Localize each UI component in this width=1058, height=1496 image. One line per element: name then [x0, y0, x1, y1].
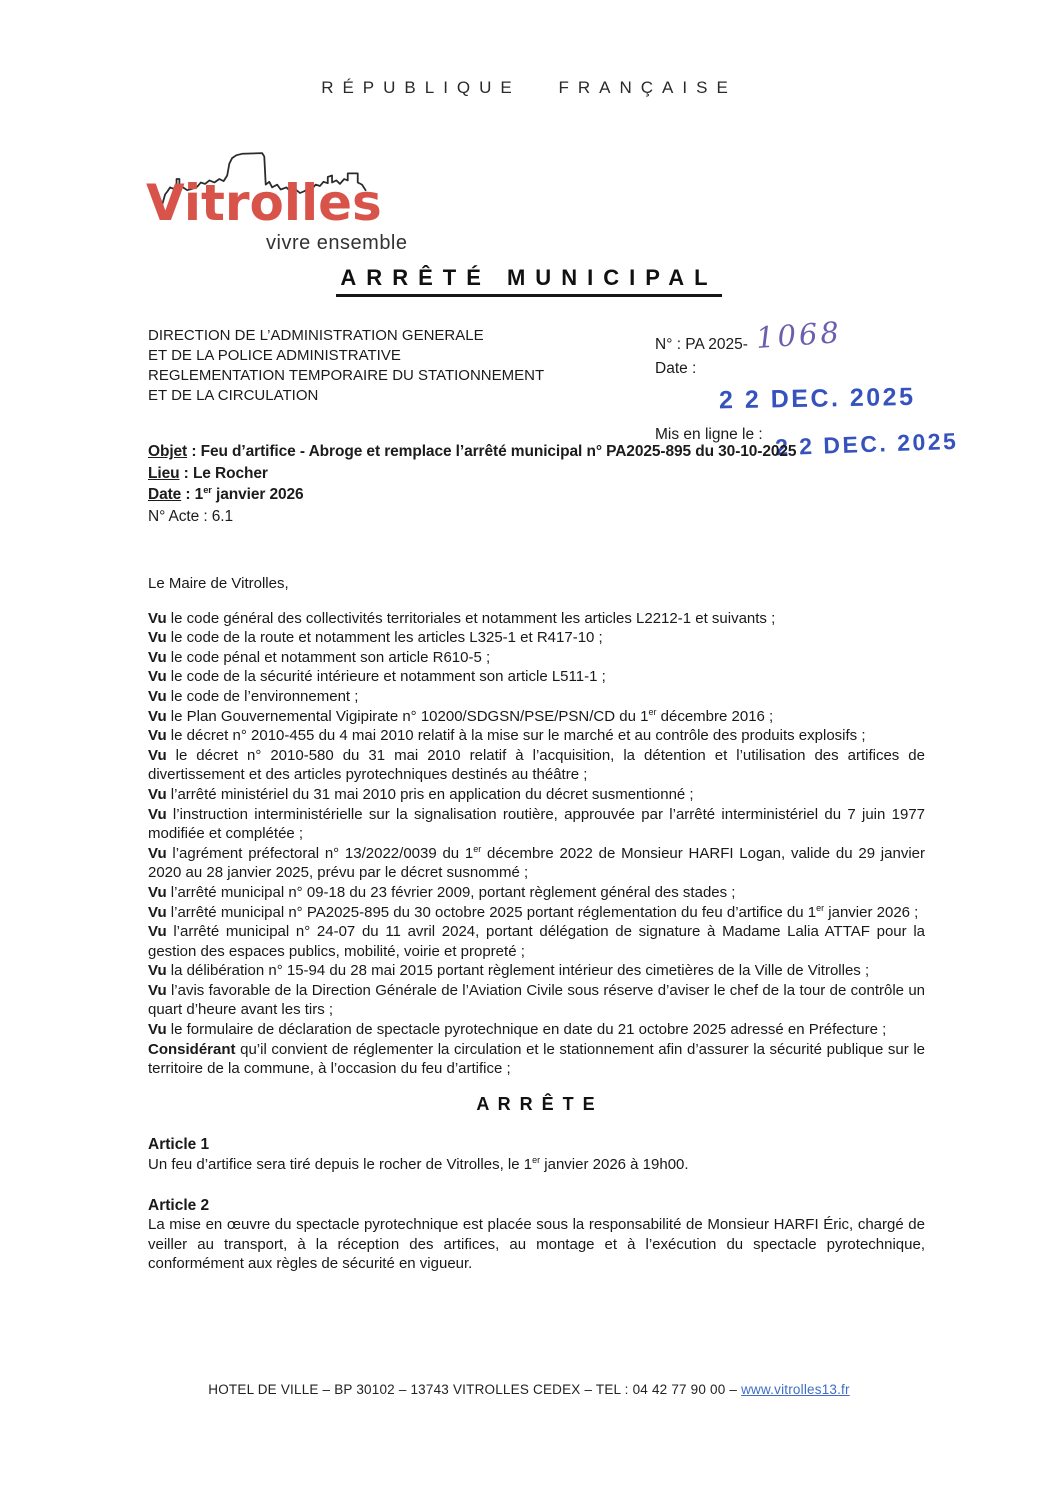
article-title: Article 2 — [148, 1196, 210, 1214]
document-body — [148, 574, 925, 1274]
reference-meta-block — [655, 315, 985, 461]
department-line: DIRECTION DE L’ADMINISTRATION GENERALE — [148, 327, 484, 344]
online-date-stamp: 2 2 DEC. 2025 — [774, 427, 959, 461]
vu-clause: Vu le code général des collectivités territoriales et notamment les articles L2212-1 et suivants ; — [148, 609, 776, 627]
vu-clause: Vu la délibération n° 15-94 du 28 mai 2015 portant règlement intérieur des cimetières de la Ville de Vitrolles ; — [148, 962, 870, 980]
vu-clause: Vu le décret n° 2010-580 du 31 mai 2010 relatif à l’acquisition, la détention et l’utilisation des artifices de divertissement et des articles pyrotechniques destinés au théâtre ; — [148, 746, 925, 784]
issuing-department-block — [148, 326, 658, 406]
department-line: ET DE LA CIRCULATION — [148, 387, 319, 404]
article-text: Un feu d’artifice sera tiré depuis le rocher de Vitrolles, le 1er janvier 2026 à 19h00. — [148, 1155, 689, 1174]
vu-clause: Vu le code de la route et notamment les articles L325-1 et R417-10 ; — [148, 629, 603, 647]
article-title: Article 1 — [148, 1136, 210, 1154]
lieu-label: Lieu — [148, 464, 180, 482]
vu-clause: Vu le Plan Gouvernemental Vigipirate n° 10200/SDGSN/PSE/PSN/CD du 1er décembre 2016 ; — [148, 706, 774, 725]
article-text: La mise en œuvre du spectacle pyrotechnique est placée sous la responsabilité de Monsieur HARFI Éric, chargé de veiller au transport, à la réception des artifices, au montage et à l’exécution du spectacle pyrotechnique, conformément aux règles de sécurité en vigueur. — [148, 1216, 925, 1273]
date-row-value: : 1er janvier 2026 — [181, 484, 304, 503]
acte-row: N° Acte : 6.1 — [148, 507, 234, 525]
vu-clause: Vu le code de la sécurité intérieure et notamment son article L511-1 ; — [148, 668, 606, 686]
objet-value: : Feu d’artifice - Abroge et remplace l’arrêté municipal n° PA2025-895 du 30-10-2025 — [187, 443, 797, 460]
vu-clause: Vu l’avis favorable de la Direction Générale de l’Aviation Civile sous réserve d’aviser le chef de la tour de contrôle un quart d’heure avant les tirs ; — [148, 981, 926, 1019]
date-received-stamp: 2 2 DEC. 2025 — [718, 382, 916, 415]
document-title: ARRÊTÉ MUNICIPAL — [0, 256, 1058, 297]
footer — [0, 1382, 1058, 1397]
vu-clause: Vu le code de l’environnement ; — [148, 687, 359, 705]
lieu-row — [148, 463, 933, 485]
vu-clause: Vu l’arrêté municipal n° PA2025-895 du 30 octobre 2025 portant réglementation du feu d’artifice du 1er janvier 2026 ; — [148, 902, 919, 921]
intro-line: Le Maire de Vitrolles, — [148, 575, 289, 592]
vu-clause: Vu l’agrément préfectoral n° 13/2022/0039 du 1er décembre 2022 de Monsieur HARFI Logan, valide du 29 janvier 2020 au 28 janvier 2025, prévu par le décret susnommé ; — [148, 843, 925, 882]
vu-clause: Vu l’arrêté municipal n° 24-07 du 11 avril 2024, portant délégation de signature à Madame Lalia ATTAF pour la gestion des espaces publics, mobilité, voirie et propreté ; — [148, 923, 925, 960]
objet-label: Objet — [148, 443, 188, 460]
subject-block — [148, 441, 933, 527]
footer-text: HOTEL DE VILLE – BP 30102 – 13743 VITROLLES CEDEX – TEL : 04 42 77 90 00 – — [208, 1382, 742, 1397]
date-label: Date : — [655, 360, 697, 377]
department-line: REGLEMENTATION TEMPORAIRE DU STATIONNEMENT — [148, 367, 545, 384]
vu-clause: Vu le code pénal et notamment son article R610-5 ; — [148, 648, 491, 666]
logo-tagline: vivre ensemble — [266, 232, 408, 254]
vu-clause: Vu l’arrêté municipal n° 09-18 du 23 février 2009, portant règlement général des stades ; — [148, 883, 736, 901]
numero-line — [655, 315, 985, 356]
department-line: ET DE LA POLICE ADMINISTRATIVE — [148, 347, 401, 364]
considerant-clause: Considérant qu’il convient de réglementer la circulation et le stationnement afin d’assurer la sécurité publique sur le territoire de la commune, à l’occasion du feu d’artifice ; — [148, 1040, 925, 1078]
clauses-list — [148, 609, 925, 1079]
objet-row — [148, 441, 933, 463]
vu-clause: Vu le formulaire de déclaration de spectacle pyrotechnique en date du 21 octobre 2025 adressé en Préfecture ; — [148, 1021, 887, 1039]
arrete-heading: A R R Ê T E — [476, 1093, 597, 1114]
logo-brand-text: Vitrolles — [146, 174, 382, 232]
vu-clause: Vu le décret n° 2010-455 du 4 mai 2010 relatif à la mise sur le marché et au contrôle des produits explosifs ; — [148, 727, 866, 745]
lieu-value: : Le Rocher — [179, 464, 268, 482]
articles-list — [148, 1135, 925, 1274]
online-label: Mis en ligne le : — [655, 426, 763, 443]
date-row — [148, 484, 933, 506]
numero-handwritten-value: 1068 — [754, 315, 843, 355]
vitrolles-logo — [146, 144, 436, 260]
vu-clause: Vu l’instruction interministérielle sur la signalisation routière, approuvée par l’arrêté interministériel du 7 juin 1977 modifiée et complétée ; — [148, 805, 926, 843]
republique-francaise-header: RÉPUBLIQUE FRANÇAISE — [321, 78, 737, 97]
numero-label: N° : PA 2025- — [655, 336, 748, 353]
date-row-label: Date — [148, 486, 182, 503]
vu-clause: Vu l’arrêté ministériel du 31 mai 2010 pris en application du décret susmentionné ; — [148, 785, 694, 803]
footer-link[interactable]: www.vitrolles13.fr — [741, 1382, 850, 1397]
